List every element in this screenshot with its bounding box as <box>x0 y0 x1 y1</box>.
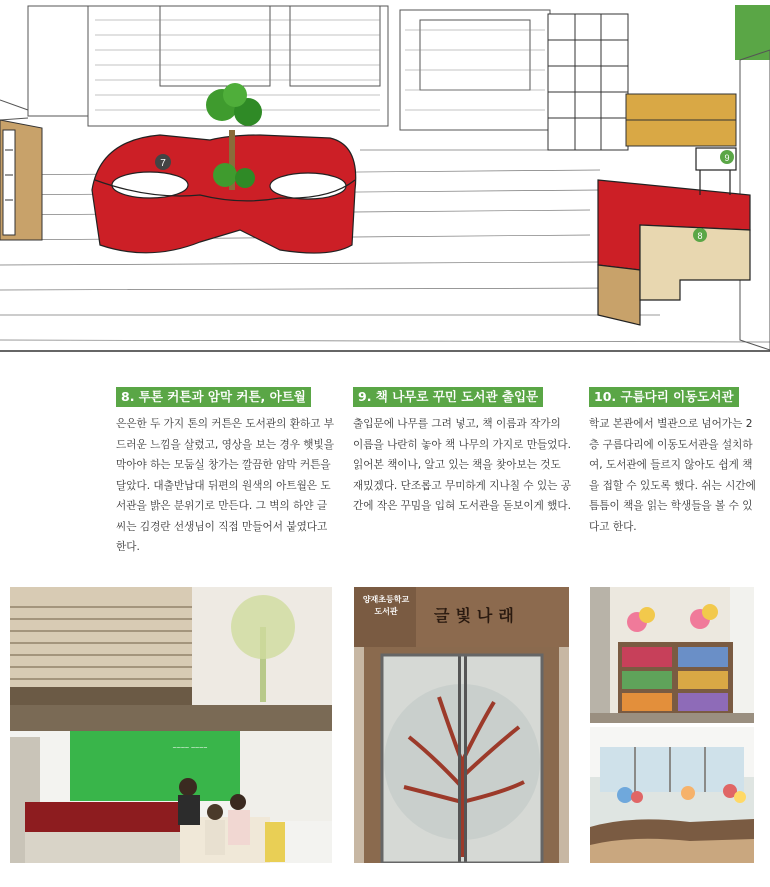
section-9-body: 출입문에 나무를 그려 넣고, 책 이름과 작가의 이름을 나란히 놓아 책 나무의 가지로 만들었다. 읽어본 책이나, 알고 있는 책을 찾아보는 것도 재밌겠다. 단조롭고 무미하게 지나칠 수 있는 공간에 작은 꾸밈을 입혀 도서관을 돋보이게 했다. <box>353 418 572 512</box>
section-8 <box>116 386 334 558</box>
photo-mobile-library-shelf <box>590 587 754 723</box>
sign-school-label: 양재초등학교 <box>362 594 410 604</box>
photo-curtains-artwall <box>10 587 332 863</box>
section-10 <box>589 386 759 537</box>
section-10-heading: 10. 구름다리 이동도서관 <box>589 387 739 407</box>
svg-text:~~~~ ~~~~: ~~~~ ~~~~ <box>172 745 208 752</box>
photo-bridge-corridor <box>590 727 754 863</box>
sign-school-name <box>358 593 414 617</box>
library-sketch-illustration <box>0 0 770 352</box>
marker-7 <box>155 154 171 170</box>
svg-text:8: 8 <box>697 231 703 241</box>
marker-8 <box>693 228 707 242</box>
section-8-body: 은은한 두 가지 톤의 커튼은 도서관의 환하고 부드러운 느낌을 살렸고, 영상을 보는 경우 햇빛을 막아야 하는 모둠실 창가는 깔끔한 암막 커튼을 달았다. 대출반납대 뒤편의 원색의 아트월은 도서관을 밝은 분위기로 만든다. 그 벽의 하얀 글씨는 김경란 선생님이 직접 만들어서 붙였다고 한다. <box>116 418 335 553</box>
sign-library-label: 도서관 <box>374 606 398 616</box>
photo-library-entrance <box>354 587 569 863</box>
svg-text:7: 7 <box>160 158 166 169</box>
section-9 <box>353 386 571 517</box>
marker-9 <box>720 150 734 164</box>
section-8-heading: 8. 투톤 커튼과 암막 커튼, 아트월 <box>116 387 311 407</box>
svg-text:9: 9 <box>724 153 730 163</box>
section-9-heading: 9. 책 나무로 꾸민 도서관 출입문 <box>353 387 543 407</box>
section-10-body: 학교 본관에서 별관으로 넘어가는 2층 구름다리에 이동도서관을 설치하여, 도서관에 들르지 않아도 쉽게 책을 접할 수 있도록 했다. 쉬는 시간에 틈틈이 책을 읽는 학생들을 볼 수 있다고 한다. <box>589 418 756 533</box>
sign-library-name: 글빛나래 <box>434 606 520 625</box>
